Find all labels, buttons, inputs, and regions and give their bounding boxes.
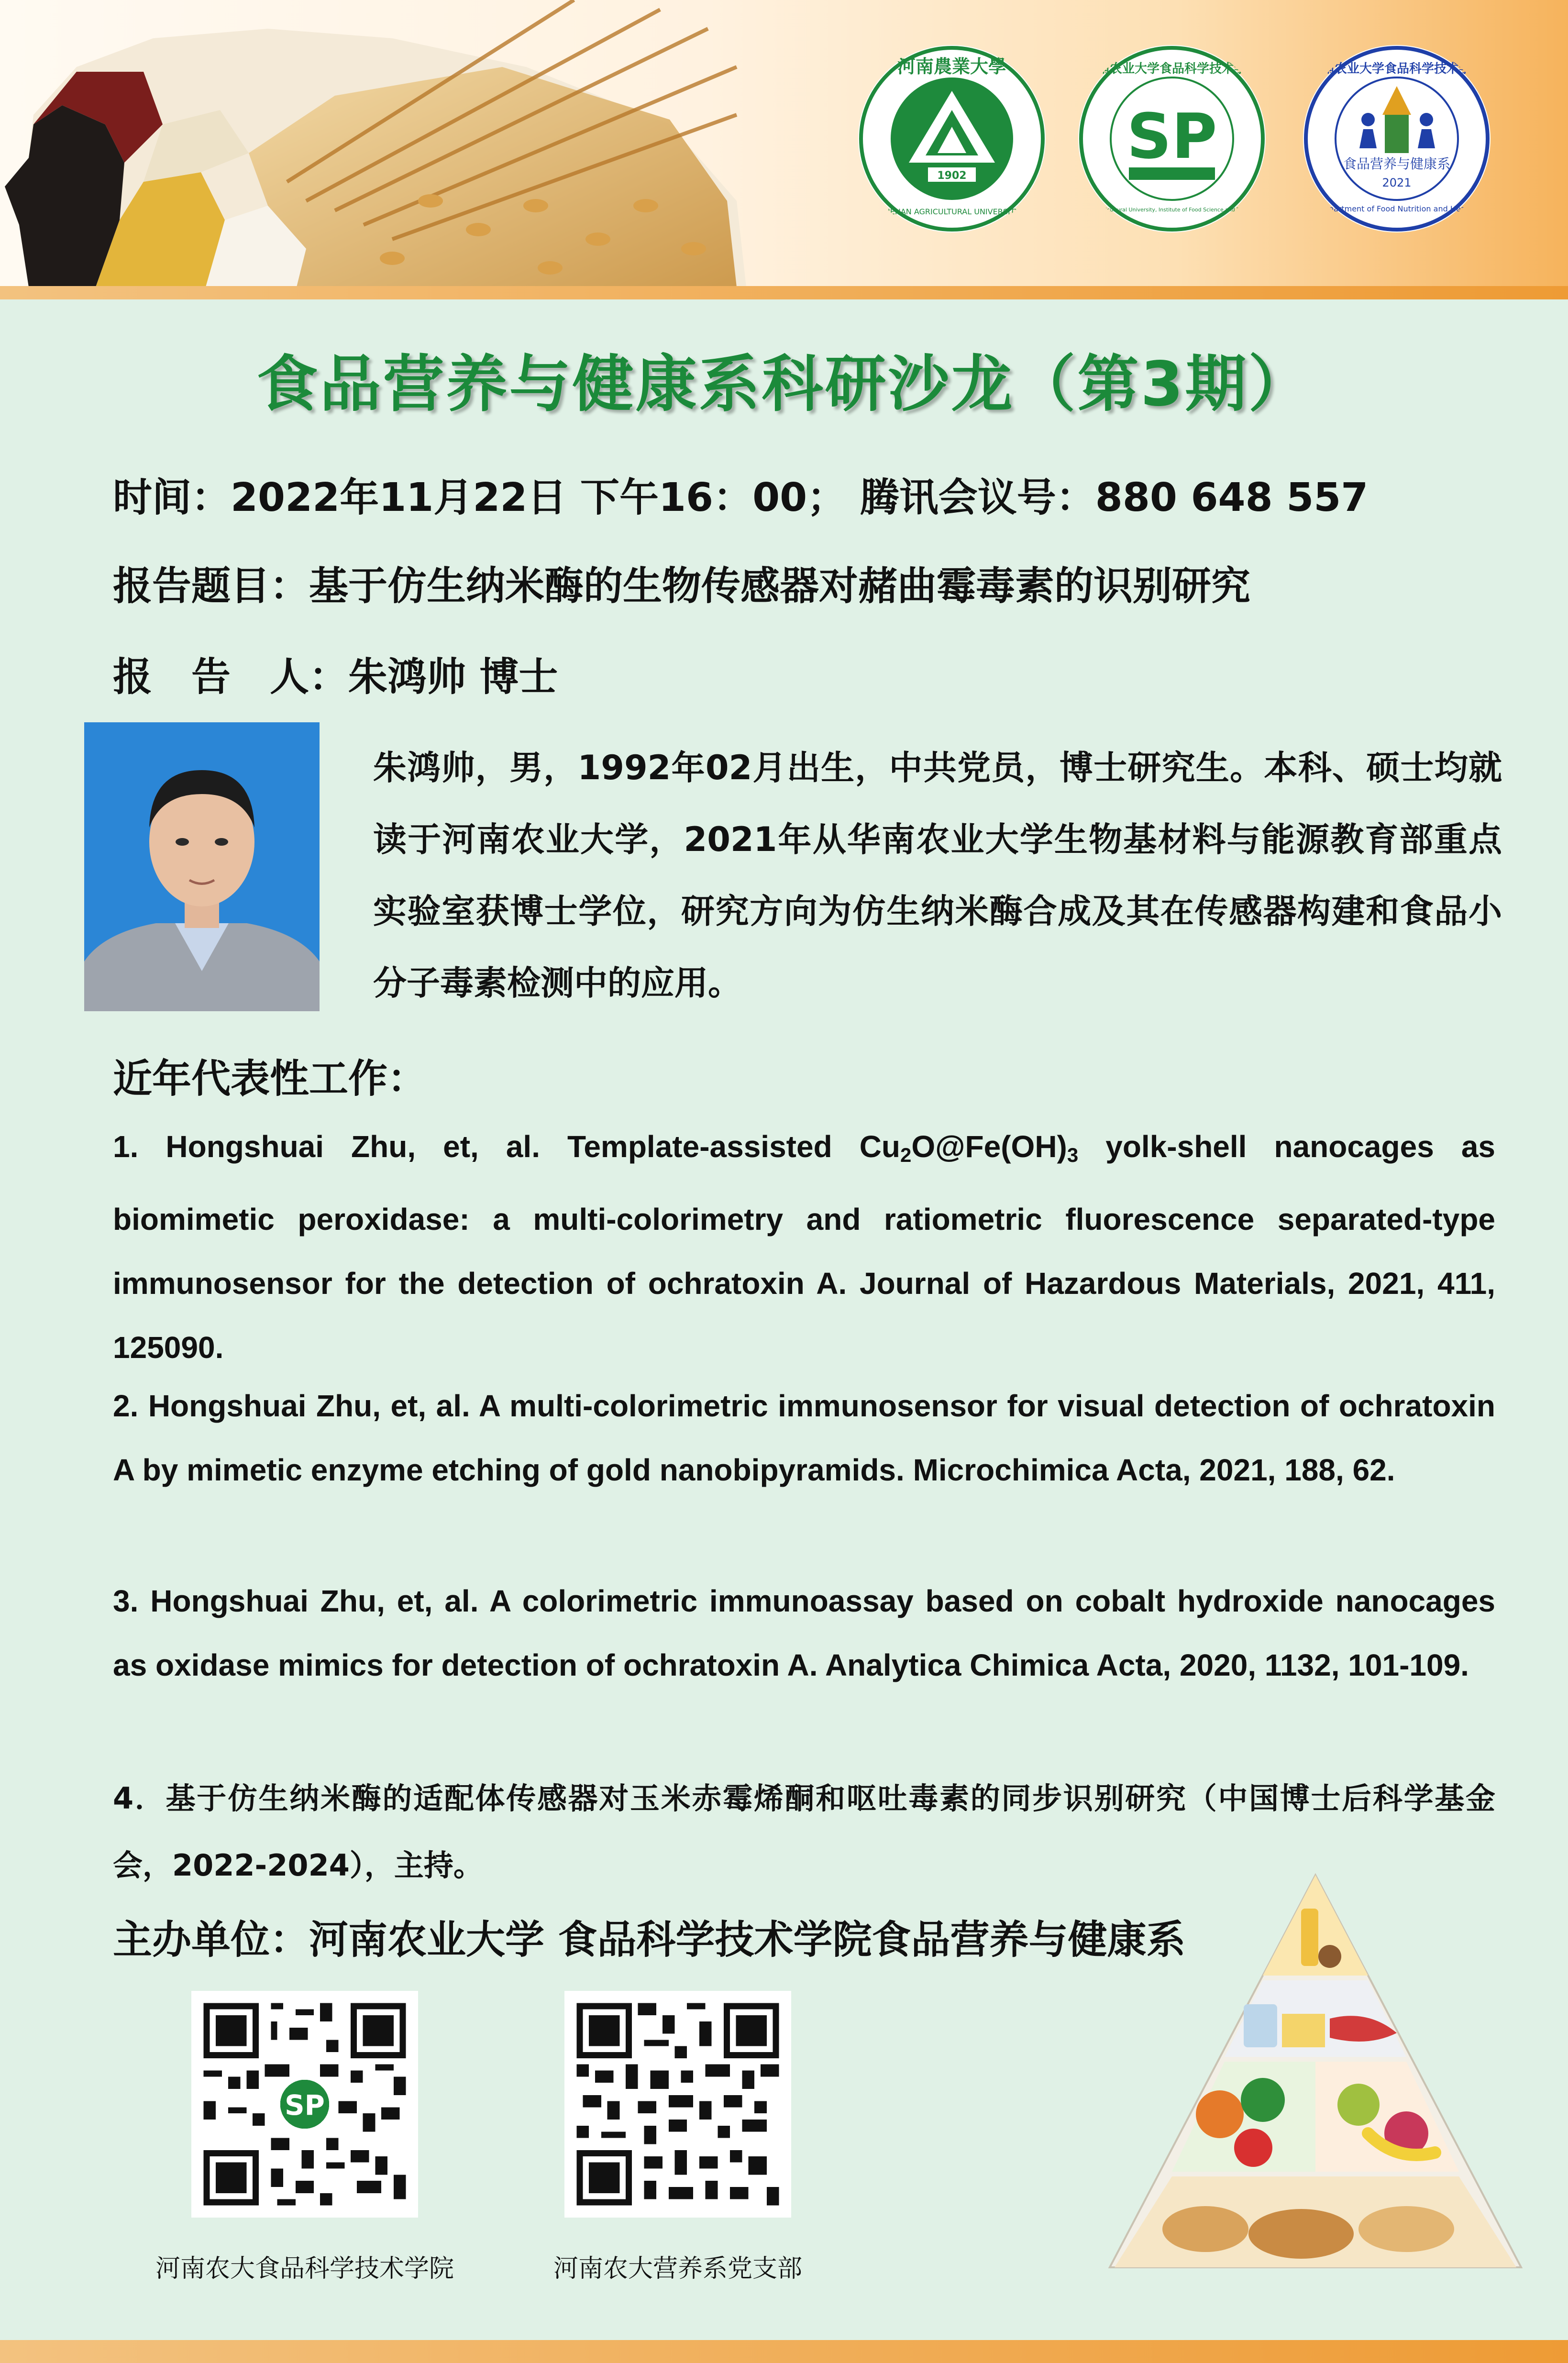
works-section-title: 近年代表性工作： [113,1056,427,1102]
header-banner [0,0,1568,287]
qr-caption: 河南农大食品科学技术学院 [155,2254,454,2283]
logo-bottom-text: Department of Food Nutrition and Health [1318,204,1476,213]
footer-strip [0,2340,1568,2363]
logo-mark: SP [1126,100,1217,173]
grain-face-illustration [0,0,746,287]
logo-top-text: 河南农业大学食品科学技术学院 [1309,62,1484,76]
logo-top-text: 河南農業大學 [897,56,1007,77]
qr-caption: 河南农大营养系党支部 [553,2254,802,2283]
svg-text:SP: SP [285,2088,325,2121]
henan-agricultural-university-logo [856,43,1048,234]
publication-item: 2. Hongshuai Zhu, et, al. A multi-colorimetric immunosensor for visual detection of ochratoxin A by mimetic enzyme etching of gold nanobipyramids. Microchimica Acta, 2021, 188, 62. [113,1389,1495,1487]
publication-item: 1. Hongshuai Zhu, et, al. Template-assisted $Cu_2O@Fe(OH)_3$ yolk-shell nanocages as biomimetic peroxidase: a multi-colorimetry and ratiometric fluorescence separated-type immunosensor for the detection of ochratoxin A. Journal of Hazardous Materials, 2021, 411, 125090. [113,1129,1496,1365]
speaker-photo [84,722,320,1011]
publication-item: 4．基于仿生纳米酶的适配体传感器对玉米赤霉烯酮和呕吐毒素的同步识别研究（中国博士后科学基金会，2022-2024），主持。 [113,1781,1495,1883]
qr-code [191,1991,418,2218]
logo-year: 1902 [937,170,967,182]
logo-top-text: 河南农业大学食品科学技术学院 [1084,62,1259,76]
food-science-college-logo [1076,43,1268,234]
speaker-bio: 朱鸿帅，男，1992年02月出生，中共党员，博士研究生。本科、硕士均就读于河南农业大学，2021年从华南农业大学生物基材料与能源教育部重点实验室获博士学位，研究方向为仿生纳米酶合成及其在传感器构建和食品小分子毒素检测中的应用。 [373,748,1502,1003]
logo-bottom-text: Henan Agricultural University, Institute of Food Science and Technology [1077,207,1267,213]
food-pyramid-illustration [1100,1866,1531,2286]
report-topic: 报告题目：基于仿生纳米酶的生物传感器对赭曲霉毒素的识别研究 [113,563,1251,609]
qr-code [564,1991,791,2218]
publication-item: 3. Hongshuai Zhu, et, al. A colorimetric immunoassay based on cobalt hydroxide nanocages as oxidase mimics for detection of ochratoxin A. Analytica Chimica Acta, 2020, 1132, 101-109. [113,1584,1495,1682]
header-divider [0,286,1568,299]
event-time: 时间：2022年11月22日 下午16：00； 腾讯会议号：880 648 557 [113,475,1369,520]
page-title: 食品营养与健康系科研沙龙（第3期） [256,349,1312,420]
logo-middle-text: 食品营养与健康系 [1343,156,1451,172]
logo-bottom-text: HENAN AGRICULTURAL UNIVERSITY [884,207,1020,216]
logo-year: 2021 [1382,176,1412,189]
speaker: 报 告 人：朱鸿帅 博士 [113,654,558,700]
host-organization: 主办单位：河南农业大学 食品科学技术学院食品营养与健康系 [113,1917,1186,1963]
food-nutrition-dept-logo [1301,43,1492,234]
